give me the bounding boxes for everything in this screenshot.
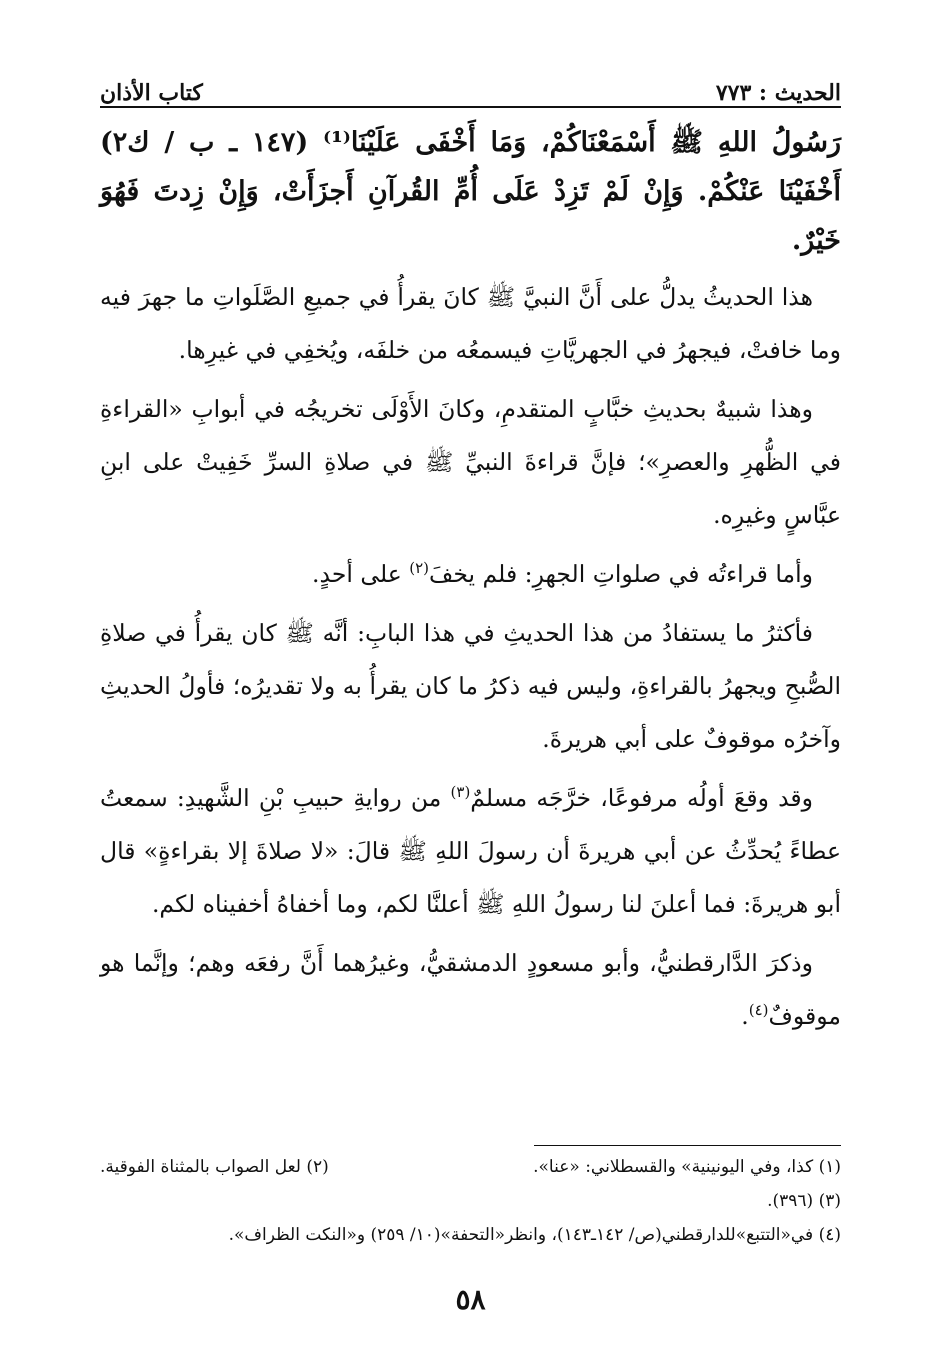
- paragraph-4: فأكثرُ ما يستفادُ من هذا الحديثِ في هذا البابِ: أنَّه ﷺ كان يقرأُ في صلاةِ الصُّبحِ ويجهرُ بالقراءةِ، وليس فيه ذكرُ ما كان يقرأُ به ولا تقديرُه؛ فأولُ الحديثِ وآخرُه موقوفٌ على أبي هريرةَ.: [100, 619, 841, 753]
- paragraph-6-text: وذكرَ الدَّارقطنيُّ، وأبو مسعودٍ الدمشقيُّ، وغيرُهما أَنَّ رفعَه وهم؛ وإنَّما هو موقوفٌ: [100, 949, 841, 1030]
- footnote-ref-2: (٢): [409, 559, 430, 578]
- paragraph-6-end: .: [741, 1002, 749, 1030]
- footnote-3: (٣) (٣٩٦).: [767, 1191, 841, 1211]
- paragraph-5-text: وقد وقعَ أولُه مرفوعًا، خرَّجَه مسلمٌ: [470, 784, 813, 812]
- footnotes: [100, 1150, 841, 1252]
- paragraph-1: هذا الحديثُ يدلُّ على أَنَّ النبيَّ ﷺ كانَ يقرأُ في جميعِ الصَّلَواتِ ما جهرَ فيه وما خافتْ، فيجهرُ في الجهريَّاتِ فيسمعُه من خلفَه، ويُخفِي في غيرِها.: [100, 283, 841, 364]
- footnote-ref-3: (٣): [450, 783, 471, 802]
- footnote-1: (١) كذا، وفي اليونينية» والقسطلاني: «عنا».: [533, 1157, 841, 1177]
- paragraph-2: وهذا شبيهٌ بحديثِ خبَّابٍ المتقدمِ، وكانَ الأَوْلَى تخريجُه في أبوابِ «القراءةِ في الظُّهرِ والعصرِ»؛ فإنَّ قراءةَ النبيِّ ﷺ في صلاةِ السرِّ خَفِيتْ على ابنِ عبَّاسٍ وغيرِه.: [100, 395, 841, 529]
- footnote-divider: [534, 1145, 841, 1146]
- paragraph-6: [100, 937, 841, 1043]
- page-number: ٥٨: [455, 1283, 486, 1316]
- hadith-text: رَسُولُ اللهِ ﷺ أَسْمَعْنَاكُمْ، وَمَا أَخْفَى عَلَيْنَا⁽¹⁾ (١٤٧ ـ ب / ك٢) أَخْفَيْنَا عَنْكُمْ. وَإِنْ لَمْ تَزِدْ عَلَى أُمِّ القُرآنِ أَجزَأَتْ، وَإِنْ زِدتَ فَهُوَ خَيْرٌ.: [100, 127, 842, 256]
- paragraph-5-end: من روايةِ حبيبِ بْنِ الشَّهيدِ: سمعتُ عطاءً يُحدِّثُ عن أبي هريرةَ أن رسولَ اللهِ ﷺ قالَ: «لا صلاةَ إلا بقراءةٍ» قال أبو هريرةَ: فما أعلنَ لنا رسولُ اللهِ ﷺ أعلنَّا لكم، وما أخفاهُ أخفيناه لكم.: [100, 784, 841, 918]
- paragraph-3: [100, 548, 841, 601]
- paragraph-3-text: وأما قراءتُه في صلواتِ الجهرِ: فلم يخفَ: [429, 560, 813, 588]
- footnote-row-1: [100, 1150, 841, 1184]
- footnote-2: (٢) لعل الصواب بالمثناة الفوقية.: [100, 1157, 329, 1177]
- page-body: [100, 118, 841, 1049]
- header-book-title: كتاب الأذان: [100, 80, 203, 106]
- footnote-ref-4: (٤): [748, 1001, 769, 1020]
- header-hadith-number: الحديث : ٧٧٣: [715, 80, 841, 106]
- paragraph-3-end: على أحدٍ.: [312, 560, 410, 588]
- footnote-4: (٤) في«التتبع»للدارقطني(ص/ ١٤٢ـ١٤٣)، وانظر«التحفة»(١٠/ ٢٥٩) و«النكت الظراف».: [228, 1225, 841, 1245]
- paragraph-5: [100, 772, 841, 931]
- page-header: [100, 70, 841, 106]
- header-divider: [100, 106, 841, 108]
